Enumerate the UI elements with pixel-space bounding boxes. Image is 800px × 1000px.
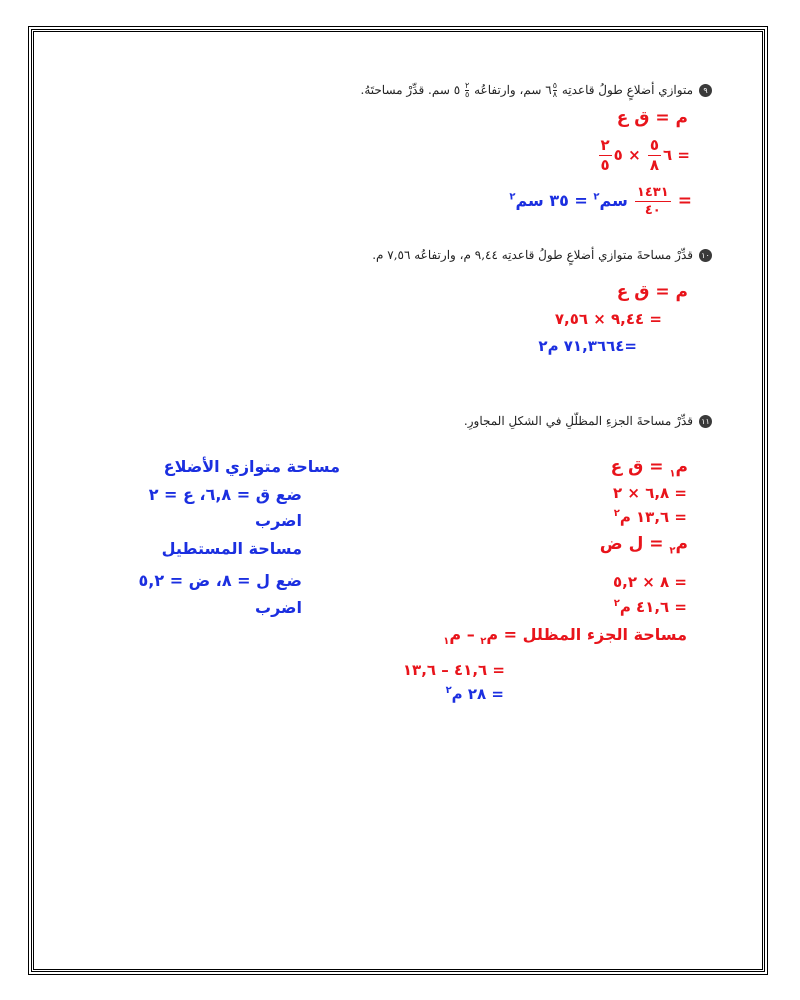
q11-work-line-8: = ٤١,٦ – ١٣,٦ <box>402 661 505 679</box>
q11-step-title-2: مساحة المستطيل <box>161 539 302 558</box>
q10-work-line-3: =٧١,٣٦٦٤ م٢ <box>538 337 637 355</box>
question-10 <box>372 248 712 262</box>
q11-work-line-9: = ٢٨ م$^٢$ <box>445 685 504 703</box>
q11-step-multiply-1: اضرب <box>255 511 302 530</box>
q10-formula: م = ق ع <box>616 282 688 302</box>
q9-formula: م = ق ع <box>616 108 688 128</box>
q11-step-title-1: مساحة متوازي الأضلاع <box>163 457 340 476</box>
q11-step-substitute-2: ضع ل = ٨، ض = ٥,٢ <box>138 571 302 590</box>
q9-work-line-3: = $\frac{١٤٣١}{٤٠}$ سم$^٢$ = ٣٥ سم$^٢$ <box>509 185 692 218</box>
question-number-11: ١١ <box>699 415 712 428</box>
q11-shaded-area-formula: مساحة الجزء المظلل = م$_٢$ – م$_١$ <box>443 625 687 648</box>
q9-text-b: سم، وارتفاعُه <box>474 83 542 97</box>
q11-work-line-6: = ٤١,٦ م$^٢$ <box>613 598 687 616</box>
question-11 <box>464 414 712 428</box>
question-number-10: ١٠ <box>699 249 712 262</box>
q11-m1-formula: م$_١$ = ق ع <box>610 457 688 480</box>
q9-fraction-1: ٦ $\frac{٥}{٨}$ <box>649 136 673 174</box>
q11-m2-formula: م$_٢$ = ل ض <box>599 534 688 557</box>
q10-text: قدِّرْ مساحةَ متوازي أضلاعٍ طولُ قاعدتِه ٩,٤٤ م، وارتفاعُه ٧,٥٦ م. <box>372 248 693 262</box>
q9-work-line-2: = ٦ $\frac{٥}{٨}$ × ٥ $\frac{٢}{٥}$ <box>597 138 690 173</box>
q9-height-fraction: $\frac{٢}{٥}$ <box>465 81 470 99</box>
q9-result-fraction: $\frac{١٤٣١}{٤٠}$ <box>636 185 669 218</box>
q9-text-a: متوازي أضلاعٍ طولُ قاعدتِه <box>561 83 693 97</box>
q11-step-multiply-2: اضرب <box>255 598 302 617</box>
q9-text-c: ٥ سم. قدِّرْ مساحتَهُ. <box>360 83 461 97</box>
q11-step-substitute-1: ضع ق = ٦,٨، ع = ٢ <box>148 485 302 504</box>
q11-work-line-3: = ١٣,٦ م$^٢$ <box>613 508 687 526</box>
q11-work-line-5: = ٨ × ٥,٢ <box>613 573 687 591</box>
q9-fraction-2: ٥ $\frac{٢}{٥}$ <box>600 136 623 174</box>
question-9 <box>361 82 713 99</box>
q10-work-line-2: = ٩,٤٤ × ٧,٥٦ <box>554 310 662 328</box>
q11-text: قدِّرْ مساحةَ الجزءِ المظلّلِ في الشكلِ المجاورِ. <box>463 414 693 428</box>
q11-work-line-2: = ٦,٨ × ٢ <box>613 484 687 502</box>
q9-base-value: $\frac{٥}{٨}٦$ <box>545 81 558 99</box>
question-number-9: ٩ <box>699 84 712 97</box>
